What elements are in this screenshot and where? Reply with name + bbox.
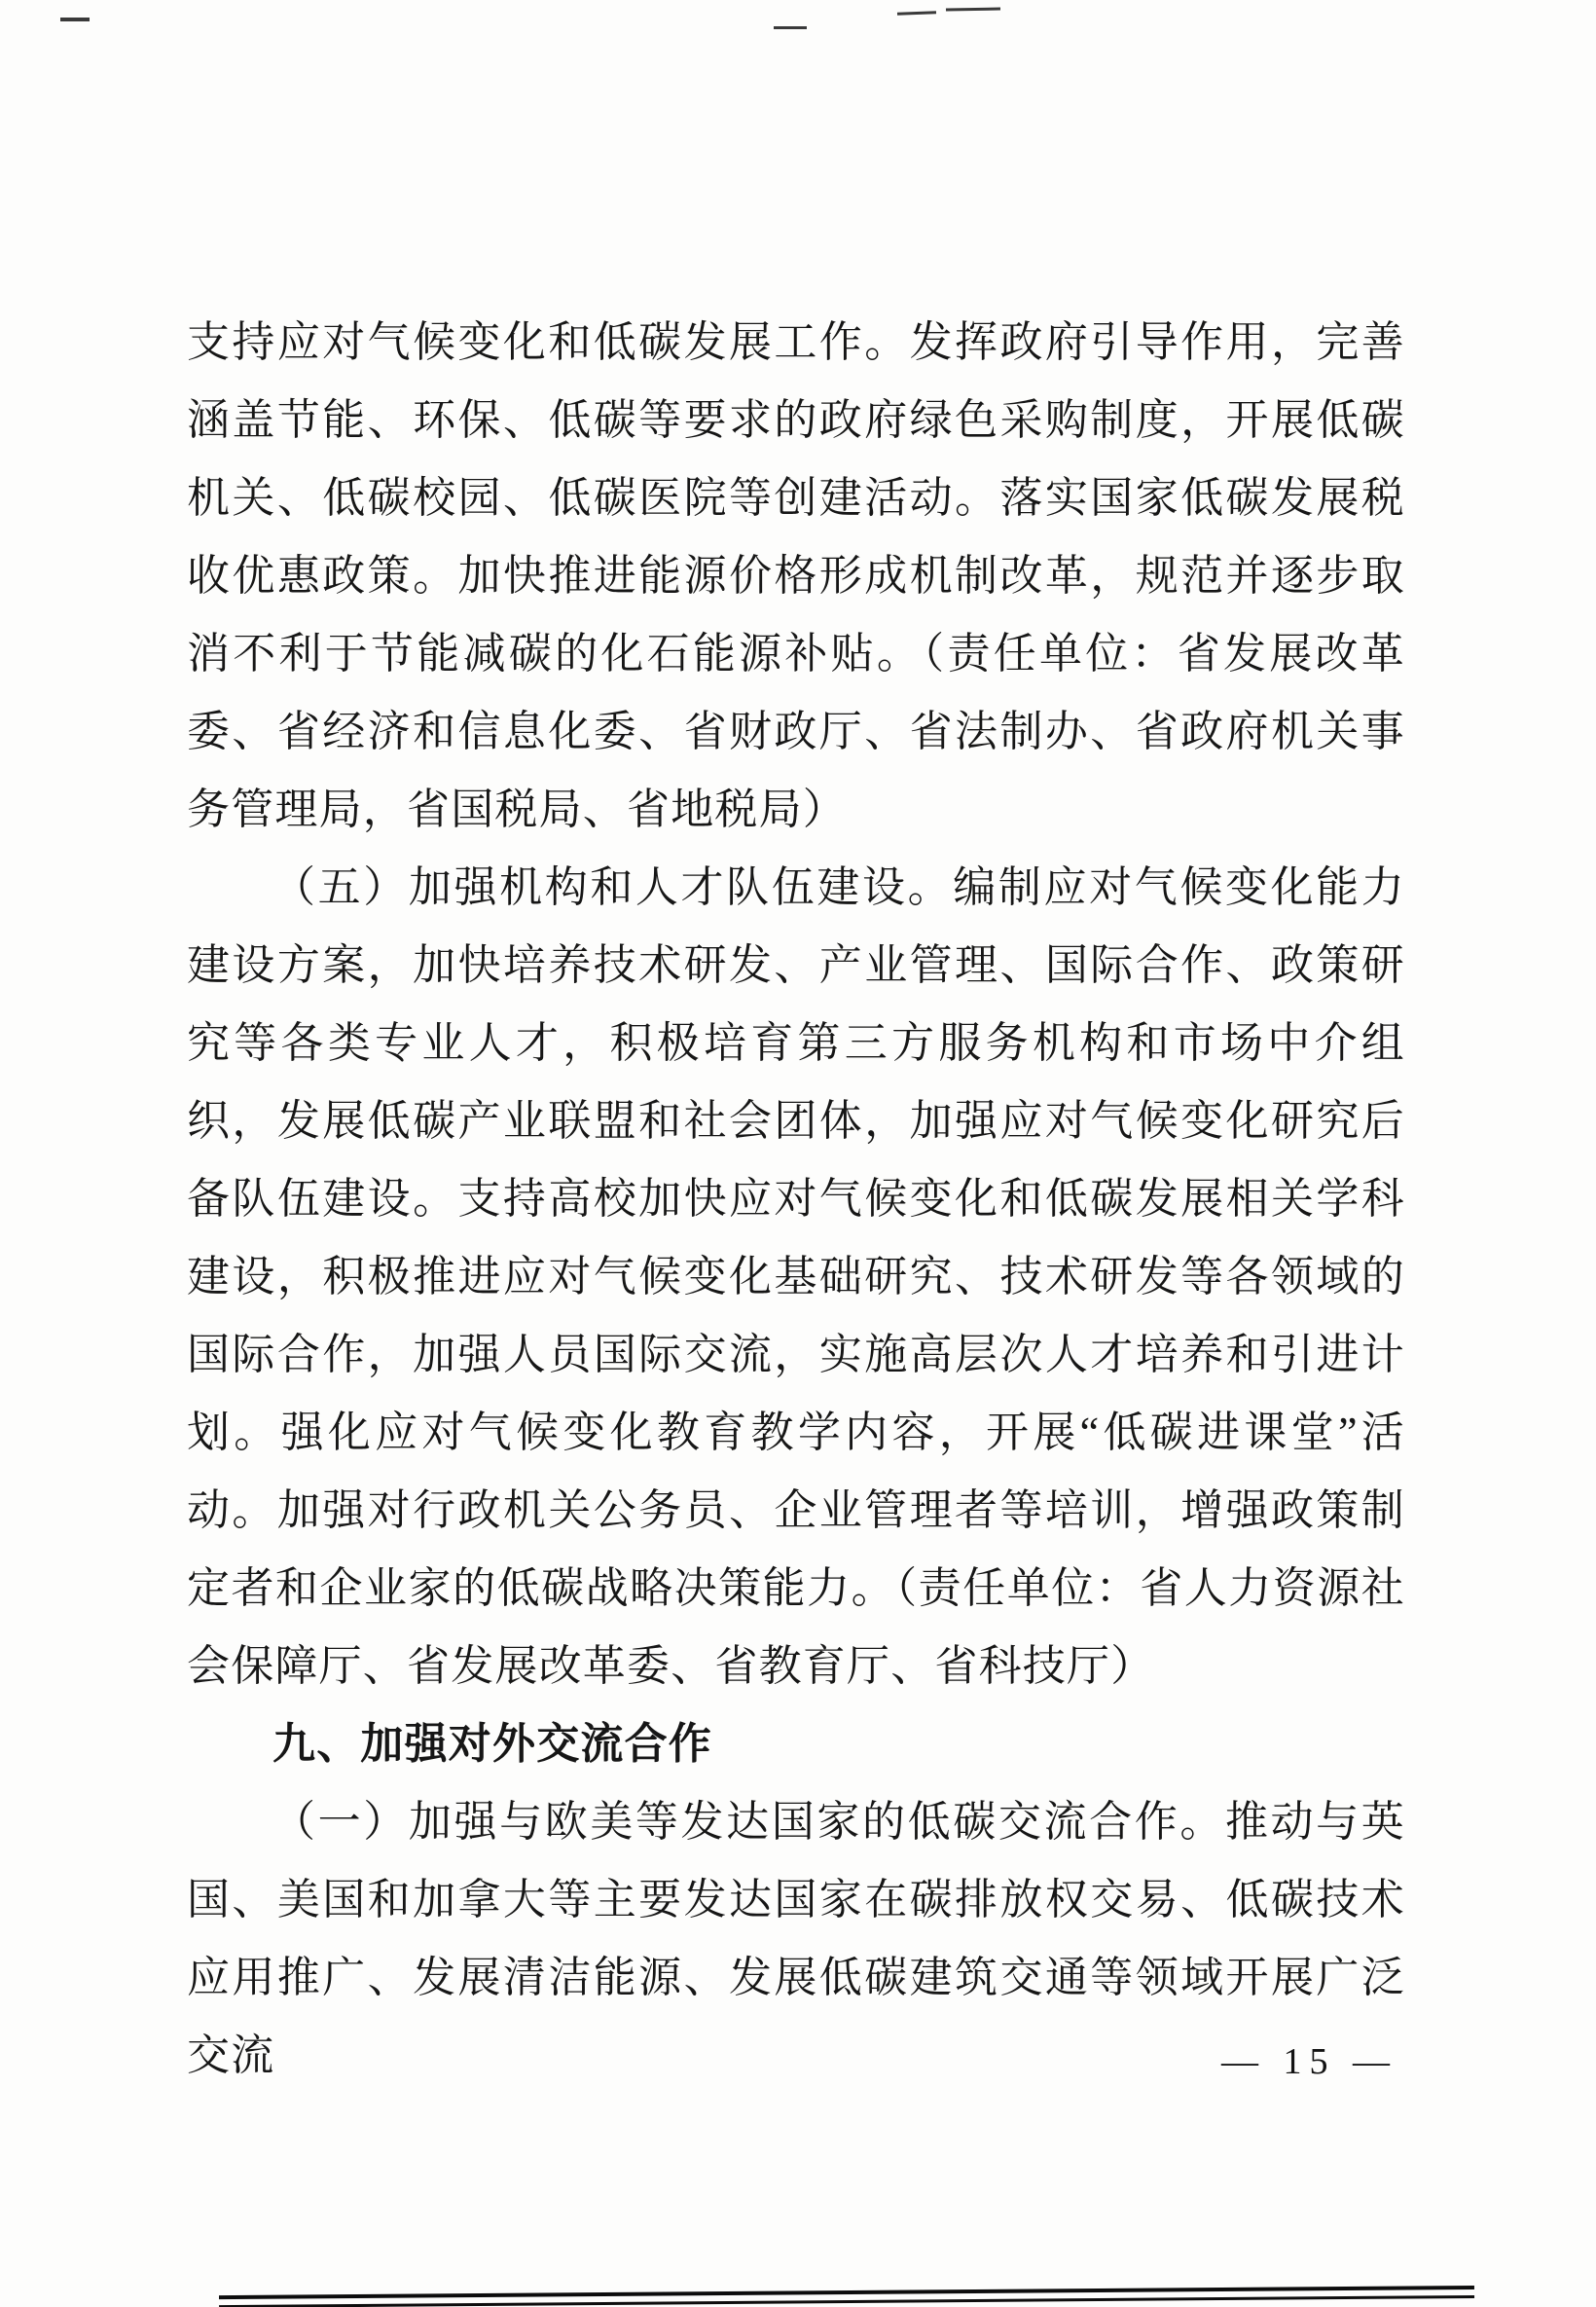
scan-artifact [774,26,807,29]
scan-bottom-rule [219,2286,1474,2307]
scan-artifact [60,18,90,21]
scan-artifact [946,8,1000,12]
page-number: — 15 — [1221,2041,1397,2082]
paragraph-section-9-item-1: （一）加强与欧美等发达国家的低碳交流合作。推动与英国、美国和加拿大等主要发达国家在碳排放权交易、低碳技术应用推广、发展清洁能源、发展低碳建筑交通等领域开展广泛交流 [187,1798,1405,2079]
section-heading-9: 九、加强对外交流合作 [272,1720,712,1768]
scan-artifact [897,11,936,15]
document-body [187,304,1405,2095]
paragraph-section-5: （五）加强机构和人才队伍建设。编制应对气候变化能力建设方案，加快培养技术研发、产业管理、国际合作、政策研究等各类专业人才，积极培育第三方服务机构和市场中介组织，发展低碳产业联盟和社会团体，加强应对气候变化研究后备队伍建设。支持高校加快应对气候变化和低碳发展相关学科建设，积极推进应对气候变化基础研究、技术研发等各领域的国际合作，加强人员国际交流，实施高层次人才培养和引进计划。强化应对气候变化教育教学内容，开展“低碳进课堂”活动。加强对行政机关公务员、企业管理者等培训，增强政策制定者和企业家的低碳战略决策能力。（责任单位：省人力资源社会保障厅、省发展改革委、省教育厅、省科技厅） [187,863,1405,1690]
paragraph-continuation: 支持应对气候变化和低碳发展工作。发挥政府引导作用，完善涵盖节能、环保、低碳等要求的政府绿色采购制度，开展低碳机关、低碳校园、低碳医院等创建活动。落实国家低碳发展税收优惠政策。加快推进能源价格形成机制改革，规范并逐步取消不利于节能减碳的化石能源补贴。（责任单位：省发展改革委、省经济和信息化委、省财政厅、省法制办、省政府机关事务管理局，省国税局、省地税局） [187,318,1405,833]
